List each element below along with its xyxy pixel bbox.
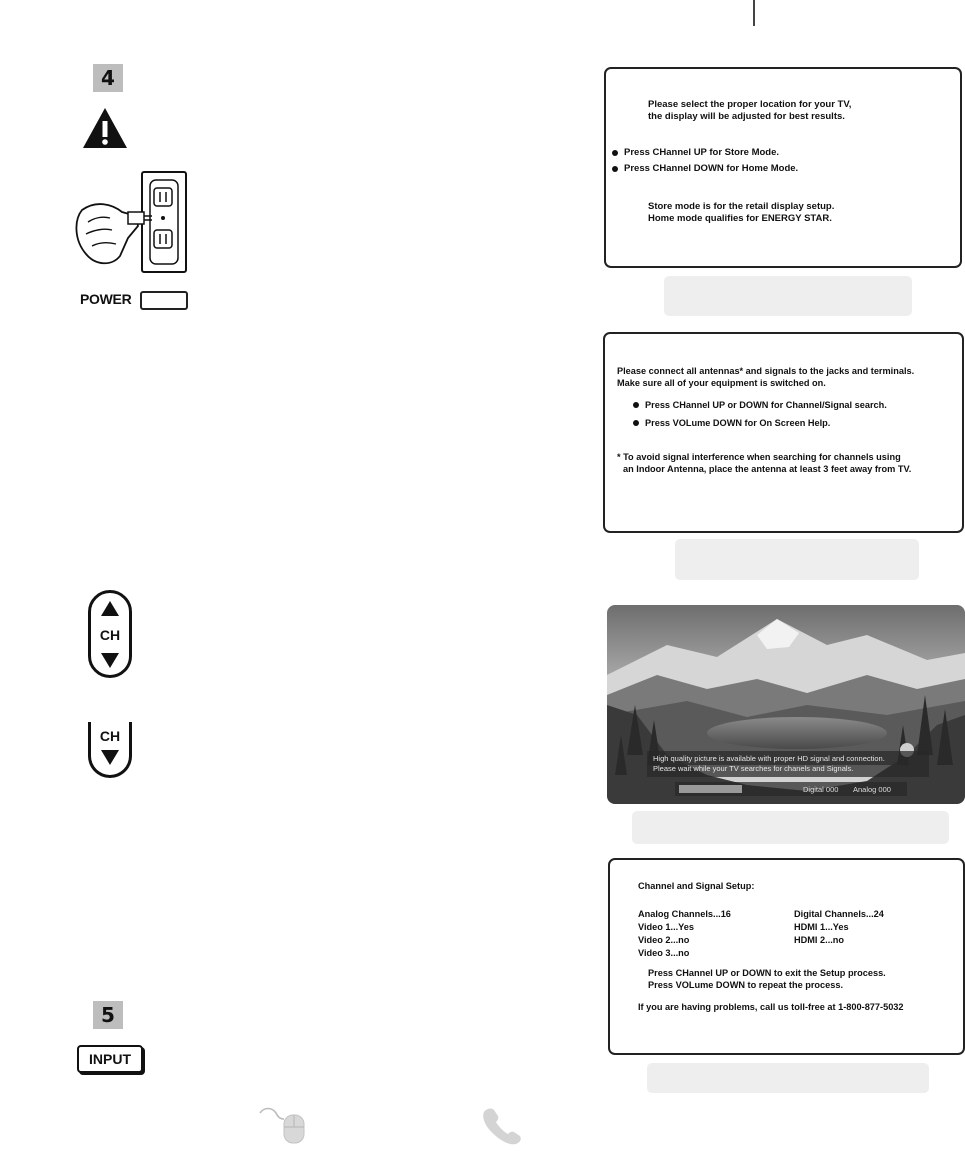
ch-down-label: CH (99, 728, 121, 744)
ch-rocker-label: CH (99, 627, 121, 643)
connect-signals-screen (603, 332, 964, 533)
location-line-1: Please select the proper location for your TV, (648, 99, 852, 110)
bullet-icon (633, 420, 639, 426)
antenna-note-1: * To avoid signal interference when searching for channels using (617, 452, 901, 462)
summary-title: Channel and Signal Setup: (638, 881, 755, 891)
bullet-icon (612, 150, 618, 156)
video-3-status: Video 3...no (638, 948, 690, 958)
location-line-4: Home mode qualifies for ENERGY STAR. (648, 213, 832, 224)
bullet-icon (633, 402, 639, 408)
caption-box-2 (675, 539, 919, 580)
power-label: POWER (80, 291, 132, 307)
summary-line-1: Press CHannel UP or DOWN to exit the Setup process. (648, 968, 886, 978)
location-line-3: Store mode is for the retail display setup. (648, 201, 835, 212)
search-message-1: High quality picture is available with proper HD signal and connection. (653, 754, 885, 763)
home-mode-option: Press CHannel DOWN for Home Mode. (624, 163, 799, 174)
summary-line-2: Press VOLume DOWN to repeat the process. (648, 980, 844, 990)
analog-channels: Analog Channels...16 (638, 909, 731, 919)
search-message-bar (647, 751, 929, 777)
power-button[interactable] (140, 291, 188, 310)
connect-line-1: Please connect all antennas* and signals to the jacks and terminals. (617, 366, 915, 376)
channel-search-screen (607, 605, 965, 804)
warning-icon (81, 106, 129, 150)
step-4-badge: 4 (93, 64, 123, 92)
phone-icon (480, 1106, 524, 1148)
ch-up-arrow-icon (101, 601, 119, 616)
antenna-note-2: an Indoor Antenna, place the antenna at least 3 feet away from TV. (623, 464, 912, 474)
input-button[interactable]: INPUT (77, 1045, 143, 1073)
analog-count: Analog 000 (853, 785, 891, 794)
store-mode-option: Press CHannel UP for Store Mode. (624, 147, 780, 158)
ch-down-arrow-icon (101, 653, 119, 668)
channel-search-option: Press CHannel UP or DOWN for Channel/Signal search. (645, 400, 887, 410)
caption-box-3 (632, 811, 949, 844)
search-progress-bar (679, 785, 742, 793)
on-screen-help-option: Press VOLume DOWN for On Screen Help. (645, 418, 831, 428)
search-progress-row (675, 782, 907, 796)
hdmi-1-status: HDMI 1...Yes (794, 922, 849, 932)
ch-down-arrow-icon (101, 750, 119, 765)
top-divider (753, 0, 755, 26)
caption-box-1 (664, 276, 912, 316)
digital-channels: Digital Channels...24 (794, 909, 884, 919)
mouse-icon (258, 1105, 308, 1145)
video-2-status: Video 2...no (638, 935, 690, 945)
ch-down-button[interactable] (88, 722, 132, 778)
power-plug-icon (72, 170, 192, 274)
caption-box-4 (647, 1063, 929, 1093)
setup-summary-screen (608, 858, 965, 1055)
digital-count: Digital 000 (803, 785, 839, 794)
ch-rocker-button[interactable] (88, 590, 132, 678)
location-line-2: the display will be adjusted for best results. (648, 111, 845, 122)
connect-line-2: Make sure all of your equipment is switched on. (617, 378, 826, 388)
hdmi-2-status: HDMI 2...no (794, 935, 845, 945)
bullet-icon (612, 166, 618, 172)
step-5-badge: 5 (93, 1001, 123, 1029)
video-1-status: Video 1...Yes (638, 922, 695, 932)
location-select-screen (604, 67, 962, 268)
search-message-2: Please wait while your TV searches for chanels and Signals. (653, 764, 854, 773)
help-line: If you are having problems, call us toll-free at 1-800-877-5032 (638, 1002, 904, 1012)
